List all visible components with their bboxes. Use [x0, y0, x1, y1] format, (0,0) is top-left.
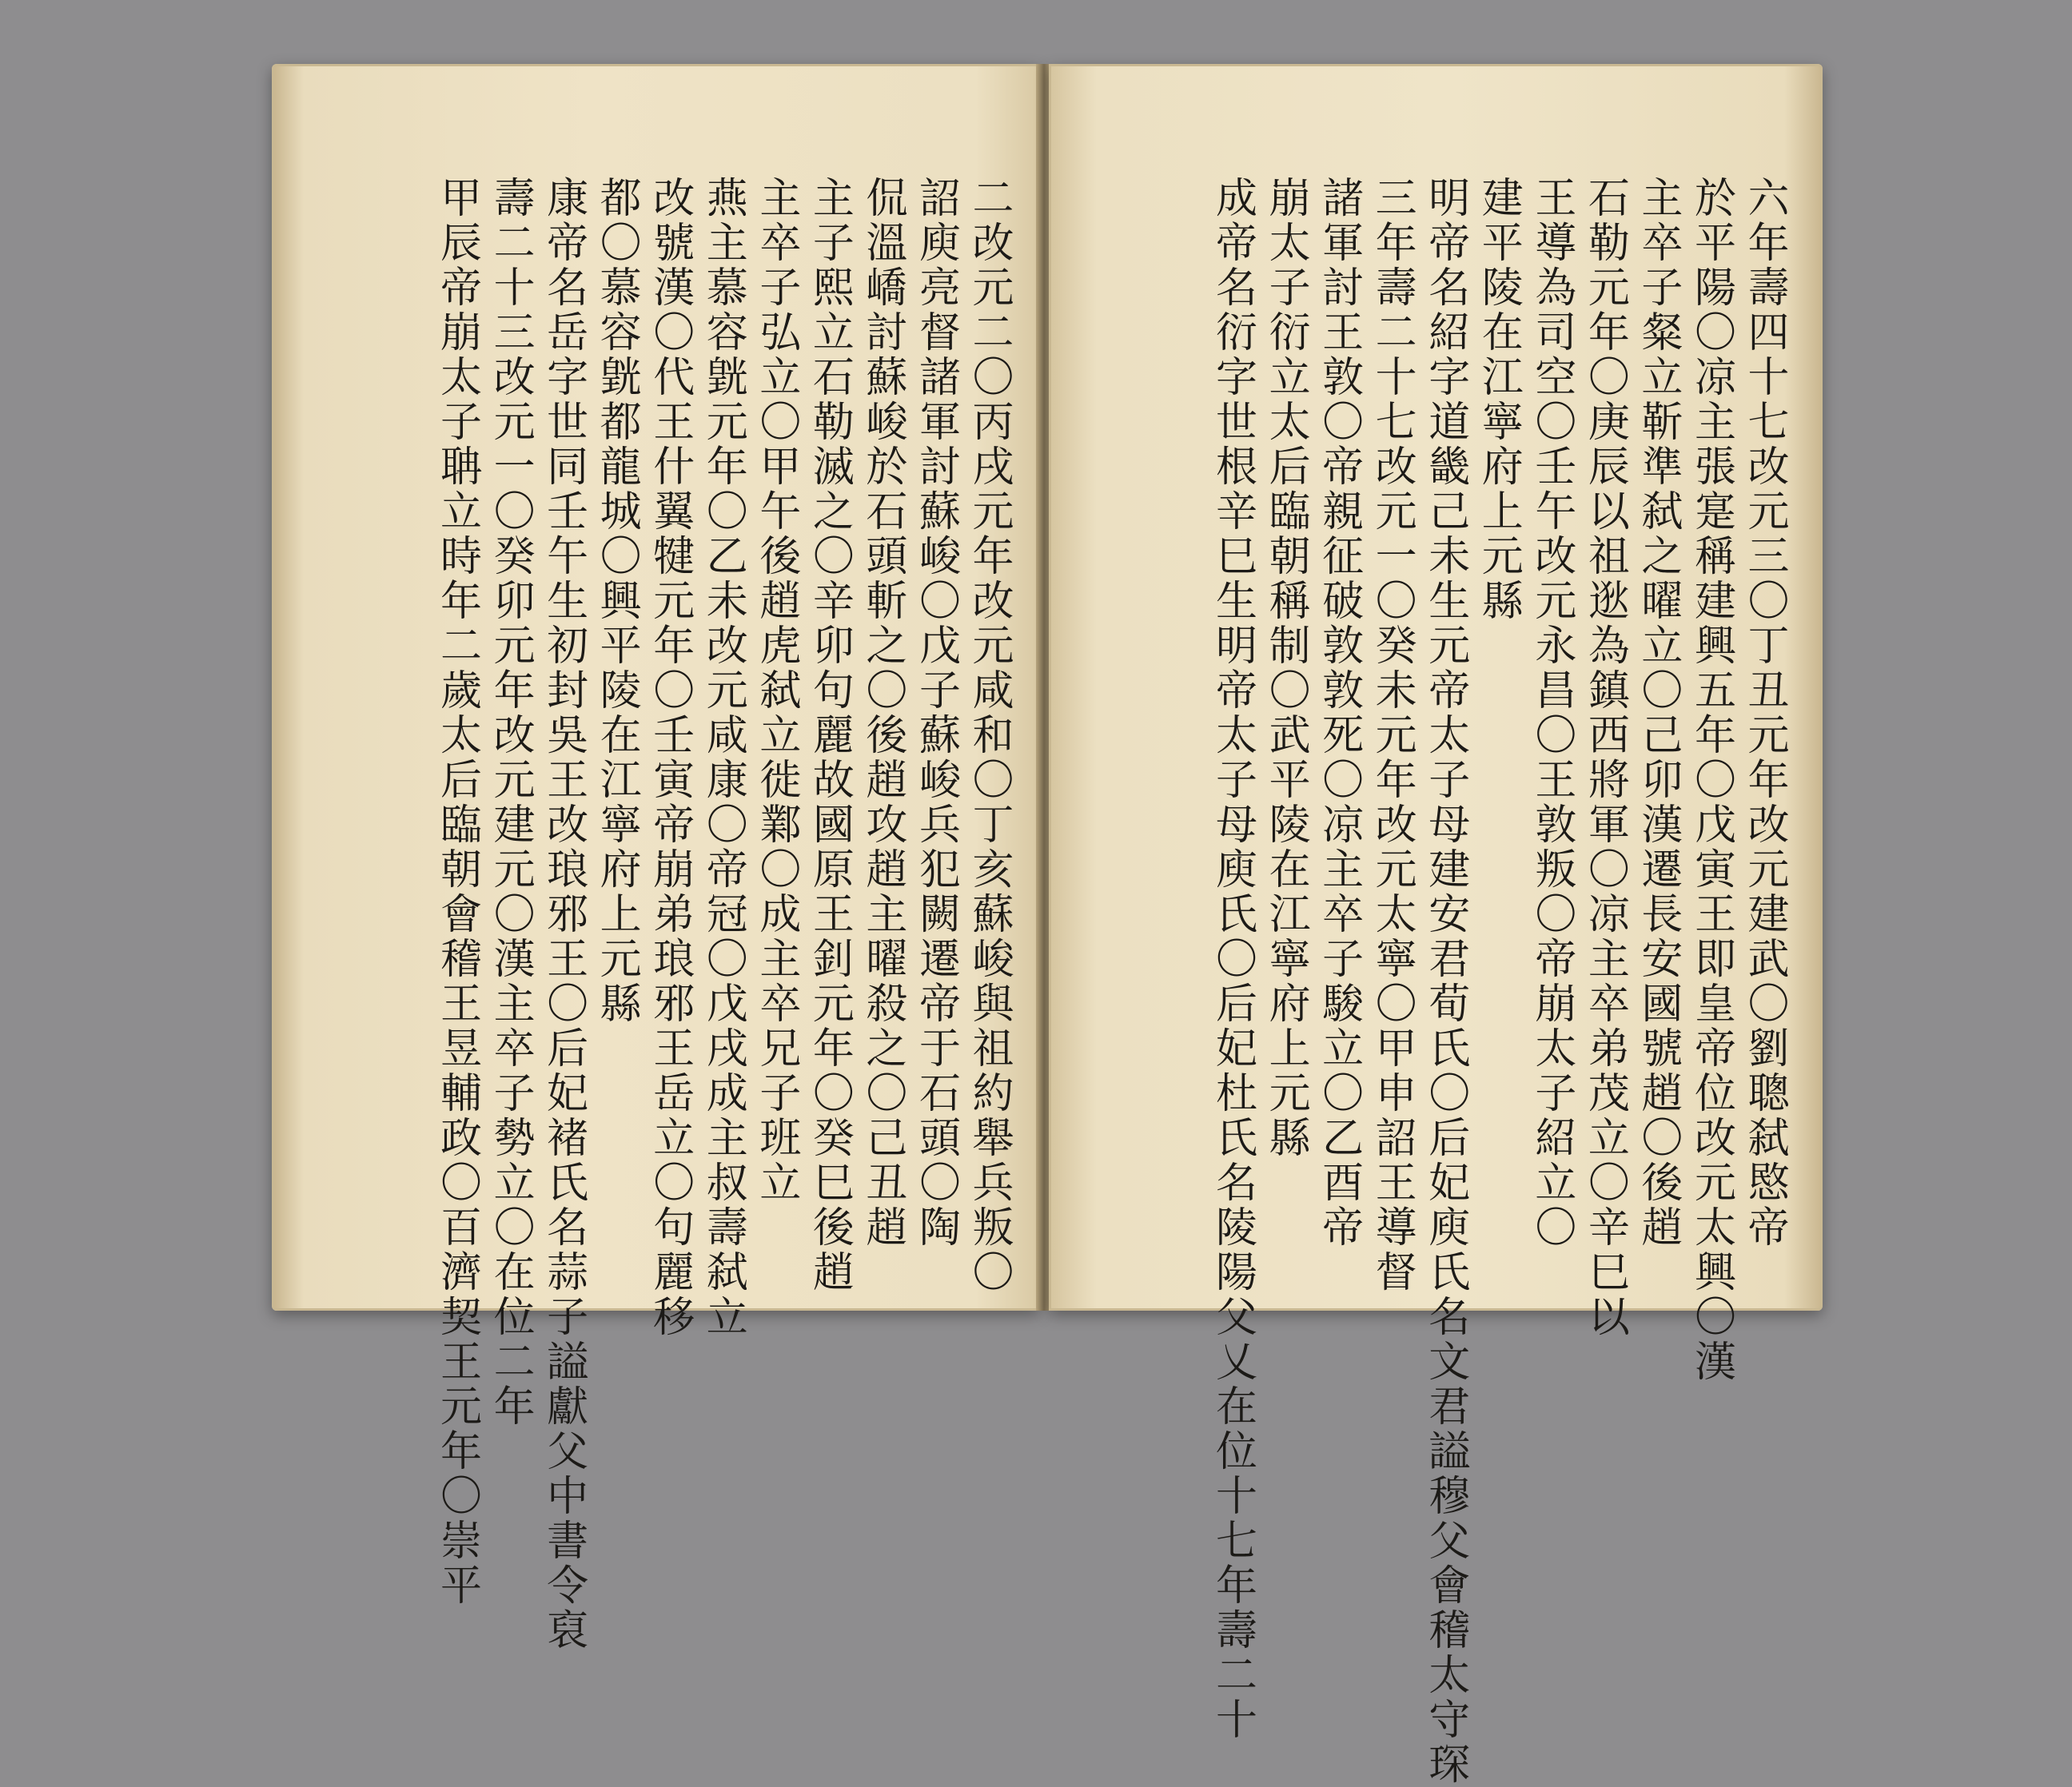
- text-column: 都〇慕容皝都龍城〇興平陵在江寧府上元縣: [592, 176, 641, 1026]
- right-page: [1049, 64, 1823, 1787]
- text-column: 主卒子粲立靳準弑之曜立〇己卯漢遷長安國號趙〇後趙: [1633, 176, 1682, 1250]
- text-column: 主卒子弘立〇甲午後趙虎弑立徙鄴〇成主卒兄子班立: [751, 176, 800, 1205]
- text-column: 詔庾亮督諸軍討蘇峻〇戊子蘇峻兵犯闕遷帝于石頭〇陶: [911, 176, 960, 1250]
- text-column: 於平陽〇凉主張寔稱建興五年〇戊寅王即皇帝位改元太興〇漢: [1687, 176, 1735, 1384]
- text-column: 六年壽四十七改元三〇丁丑元年改元建武〇劉聰弑愍帝: [1740, 176, 1788, 1250]
- text-column: 崩太子衍立太后臨朝稱制〇武平陵在江寧府上元縣: [1261, 176, 1310, 1160]
- text-column: 改號漢〇代王什翼犍元年〇壬寅帝崩弟琅邪王岳立〇句麗移: [645, 176, 694, 1339]
- text-column: 侃溫嶠討蘇峻於石頭斬之〇後趙攻趙主曜殺之〇己丑趙: [858, 176, 906, 1250]
- left-page: [272, 64, 1039, 1653]
- text-column: 石勒元年〇庚辰以祖逖為鎮西將軍〇凉主卒弟茂立〇辛巳以: [1580, 176, 1629, 1339]
- text-column: 建平陵在江寧府上元縣: [1474, 176, 1523, 623]
- text-column: 甲辰帝崩太子聃立時年二歲太后臨朝會稽王昱輔政〇百濟契王元年〇崇平: [432, 176, 481, 1608]
- text-column: 壽二十三改元一〇癸卯元年改元建元〇漢主卒子勢立〇在位二年: [486, 176, 535, 1429]
- right-page-text: [1071, 176, 1791, 1787]
- text-column: 二改元二〇丙戌元年改元咸和〇丁亥蘇峻與祖約舉兵叛〇: [965, 176, 1013, 1295]
- text-column: 三年壽二十七改元一〇癸未元年改元太寧〇甲申詔王導督: [1368, 176, 1417, 1295]
- text-column: 諸軍討王敦〇帝親征破敦敦死〇凉主卒子駿立〇乙酉帝: [1314, 176, 1363, 1250]
- left-page-text: [312, 176, 1015, 1653]
- text-column: 明帝名紹字道畿己未生元帝太子母建安君荀氏〇后妃庾氏名文君謚穆父會稽太守琛: [1421, 176, 1469, 1787]
- text-column: 燕主慕容皝元年〇乙未改元咸康〇帝冠〇戊戌成主叔壽弑立: [699, 176, 747, 1339]
- text-column: 主子熙立石勒滅之〇辛卯句麗故國原王釗元年〇癸巳後趙: [805, 176, 854, 1295]
- text-column: 王導為司空〇壬午改元永昌〇王敦叛〇帝崩太子紹立〇: [1527, 176, 1576, 1250]
- text-column: 成帝名衍字世根辛巳生明帝太子母庾氏〇后妃杜氏名陵陽父乂在位十七年壽二十: [1208, 176, 1257, 1742]
- text-column: 康帝名岳字世同壬午生初封吳王改琅邪王〇后妃褚氏名蒜子謚獻父中書令裒: [539, 176, 588, 1653]
- open-book: [272, 56, 1823, 1787]
